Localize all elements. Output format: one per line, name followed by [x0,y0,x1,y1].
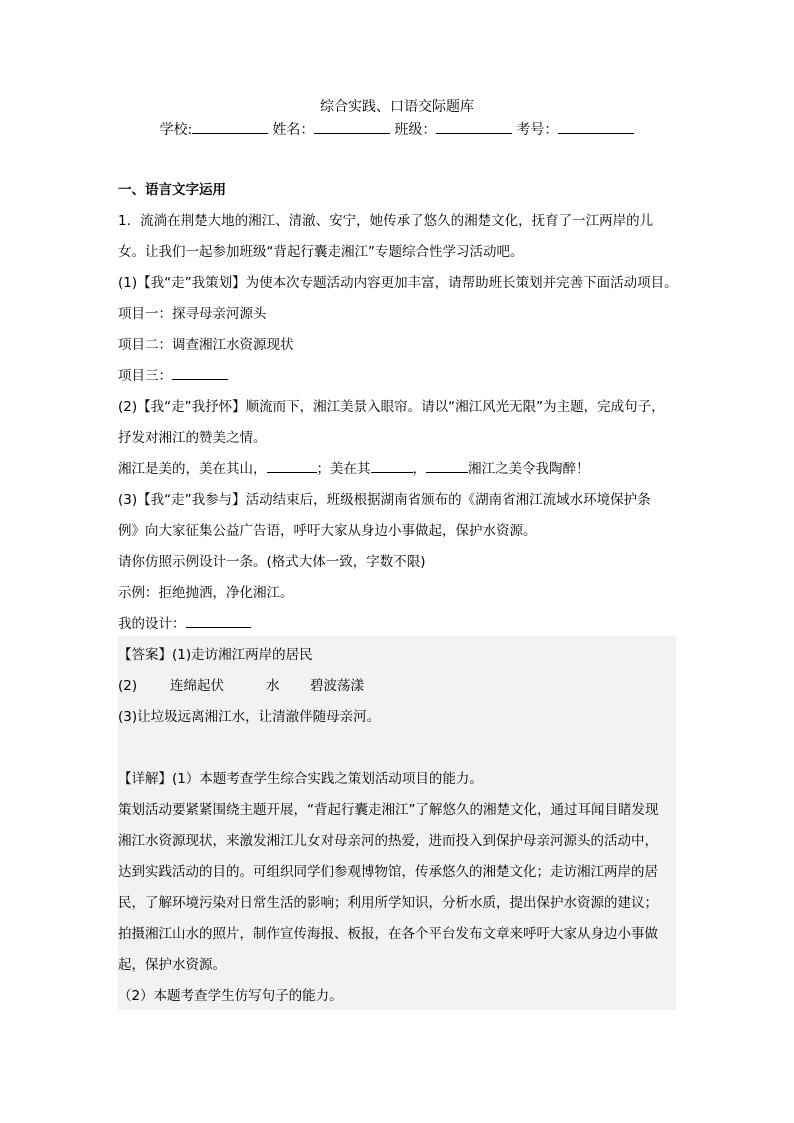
part-2-line-2: 抒发对湘江的赞美之情。 [118,430,267,446]
name-blank [314,119,390,134]
answer-line-1 [118,640,676,671]
answer-2-part-1: 连绵起伏 [170,678,224,694]
answer-block [118,640,676,733]
explanation-line: 民，了解环境污染对日常生活的影响；利用所学知识，分析水质，提出保护水资源的建议； [118,895,658,911]
project-item-3-label: 项目三： [118,368,172,384]
part-1-intro: (1)【我“走”我策划】为使本次专题活动内容更加丰富，请帮助班长策划并完善下面活动项目。 [118,275,678,291]
part-3-instruction: 请你仿照示例设计一条。(格式大体一致，字数不限) [118,554,426,570]
class-label: 班级： [394,122,437,138]
explanation-part-1-title: (1）本题考查学生综合实践之策划活动项目的能力。 [172,771,483,787]
name-label: 姓名： [272,122,315,138]
answer-line-3: (3)让垃圾远离湘江水，让清澈伴随母亲河。 [118,709,381,725]
project-item-2: 项目二：调查湘江水资源现状 [118,337,294,353]
class-blank [436,119,512,134]
page-title: 综合实践、口语交际题库 [320,99,474,115]
explanation-line: 拍摄湘江山水的照片，制作宣传海报、板报，在各个平台发布文章来呼吁大家从身边小事做 [118,926,658,942]
sentence-blank-2 [371,458,413,473]
part-3-line-1: (3)【我“走”我参与】活动结束后，班级根据湖南省颁布的《湖南省湘江流域水环境保护条 [118,492,651,508]
explanation-line: 达到实践活动的目的。可组织同学们参观博物馆，传承悠久的湘楚文化；走访湘江两岸的居 [118,864,658,880]
sentence-blank-3 [426,458,468,473]
student-info-fields [0,119,794,139]
part-2-line-1: (2)【我“走”我抒怀】顺流而下，湘江美景入眼帘。请以“湘江风光无限”为主题，完成句子， [118,399,665,415]
explanation-label: 【详解】 [118,771,172,787]
explanation-block [118,764,676,1012]
answer-1: (1)走访湘江两岸的居民 [172,647,313,663]
answer-2-part-2: 水 [266,678,280,694]
answer-2-number: (2) [118,678,138,694]
project-item-3 [118,361,678,392]
answer-line-2 [118,671,676,702]
section-heading: 一、语言文字运用 [118,182,226,198]
my-design-label: 我的设计： [118,616,186,632]
explanation-line: 起，保护水资源。 [118,957,226,973]
question-1-line-1: 1．流淌在荆楚大地的湘江、清澈、安宁，她传承了悠久的湘楚文化，抚育了一江两岸的儿 [118,213,654,229]
explanation-head-1 [118,764,676,795]
project-item-3-blank [172,365,228,380]
part-3-example: 示例：拒绝抛洒，净化湘江。 [118,585,294,601]
explanation-line: 策划活动要紧紧围绕主题开展，“背起行囊走湘江”了解悠久的湘楚文化，通过耳闻目睹发现 [118,802,659,818]
answer-2-part-3: 碧波荡漾 [310,678,364,694]
sentence-segment-b: ；美在其 [316,461,371,477]
part-2-sentence [118,454,678,485]
question-section [118,175,678,640]
my-design-blank [186,613,251,628]
school-label: 学校: [159,122,193,138]
question-1-line-2: 女。让我们一起参加班级“背起行囊走湘江”专题综合性学习活动吧。 [118,244,524,260]
exam-no-blank [558,119,634,134]
explanation-head-2: （2）本题考查学生仿写句子的能力。 [118,988,343,1004]
explanation-line: 湘江水资源现状，来激发湘江儿女对母亲河的热爱，进而投入到保护母亲河源头的活动中， [118,833,658,849]
part-3-line-2: 例》向大家征集公益广告语，呼吁大家从身边小事做起，保护水资源。 [118,523,537,539]
school-blank [192,119,268,134]
sentence-segment-c: ， [412,461,426,477]
sentence-blank-1 [267,458,317,473]
exam-no-label: 考号： [516,122,559,138]
answer-label: 【答案】 [118,647,172,663]
sentence-segment-d: 湘江之美令我陶醉！ [468,461,590,477]
project-item-1: 项目一：探寻母亲河源头 [118,306,267,322]
sentence-segment-a: 湘江是美的，美在其山， [118,461,267,477]
